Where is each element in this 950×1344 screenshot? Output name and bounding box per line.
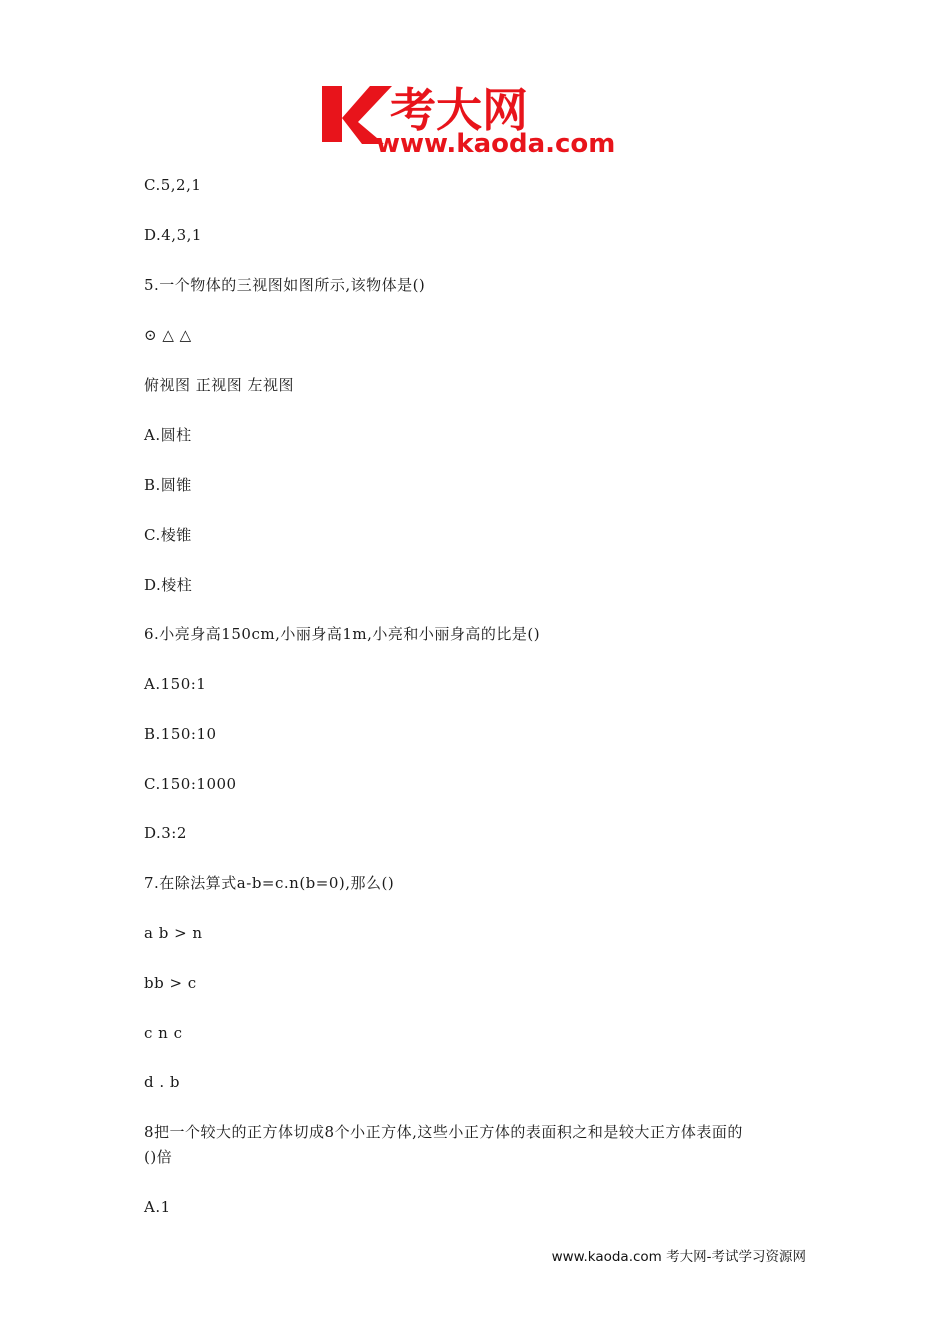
option-a-q7: a b > n	[144, 924, 203, 942]
option-c-q6: C.150:1000	[144, 775, 237, 793]
logo-k-stem-icon	[322, 86, 342, 142]
question-7: 7.在除法算式a-b=c.n(b=0),那么()	[144, 874, 395, 892]
option-a-q8: A.1	[144, 1198, 171, 1216]
logo-cn-text: 考大网	[390, 83, 528, 137]
option-b-q7: bb > c	[144, 974, 197, 992]
option-a-q5: A.圆柱	[144, 426, 192, 444]
question-8-line-2: ()倍	[144, 1148, 173, 1166]
option-d-q5: D.棱柱	[144, 576, 193, 594]
option-d-q7: d . b	[144, 1073, 181, 1091]
option-b-q6: B.150:10	[144, 725, 217, 743]
question-5: 5.一个物体的三视图如图所示,该物体是()	[144, 276, 426, 294]
kaoda-logo-graphic	[318, 78, 640, 160]
option-a-q6: A.150:1	[144, 675, 207, 693]
option-c-q7: c n c	[144, 1024, 183, 1042]
option-c-q5: C.棱锥	[144, 526, 192, 544]
kaoda-logo	[318, 78, 640, 160]
option-b-q5: B.圆锥	[144, 476, 192, 494]
option-c-q4: C.5,2,1	[144, 176, 202, 194]
three-view-labels: 俯视图 正视图 左视图	[144, 376, 295, 394]
three-view-symbols: ⊙ △ △	[144, 326, 192, 344]
question-6: 6.小亮身高150cm,小丽身高1m,小亮和小丽身高的比是()	[144, 625, 541, 643]
page-footer: www.kaoda.com 考大网-考试学习资源网	[551, 1249, 806, 1265]
logo-url-text: www.kaoda.com	[376, 129, 616, 159]
option-d-q6: D.3:2	[144, 824, 187, 842]
option-d-q4: D.4,3,1	[144, 226, 202, 244]
question-8-line-1: 8把一个较大的正方体切成8个小正方体,这些小正方体的表面积之和是较大正方体表面的	[144, 1123, 743, 1141]
